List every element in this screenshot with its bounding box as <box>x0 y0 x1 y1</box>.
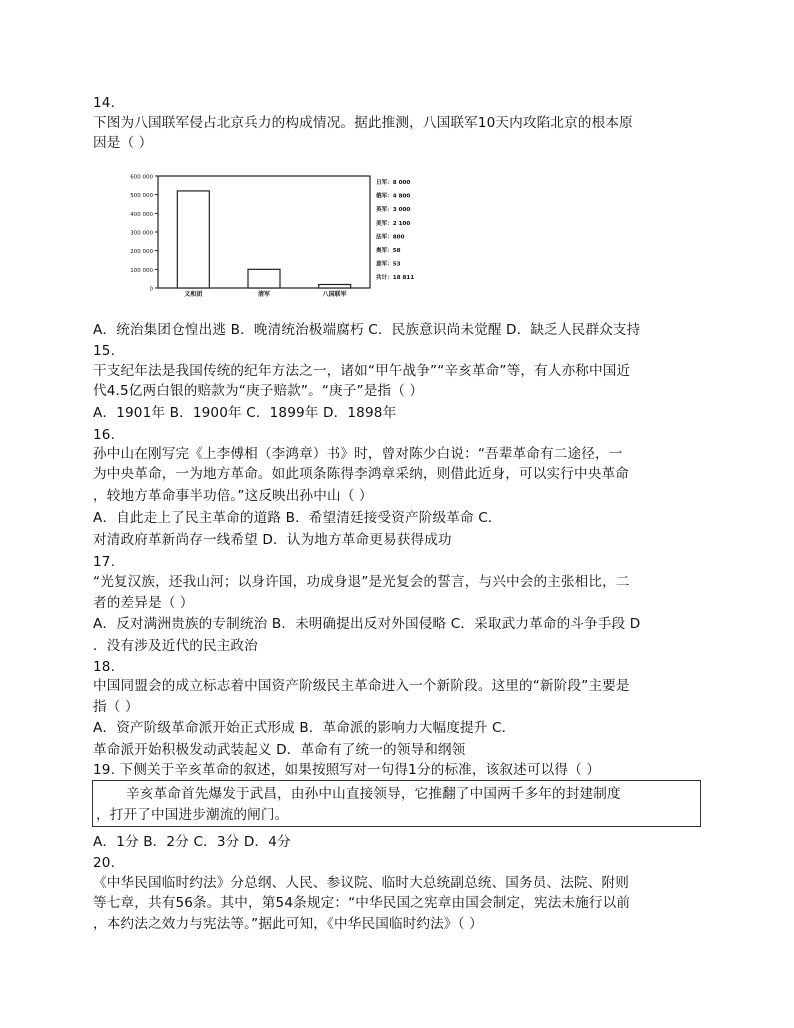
q18-options-line-2: 革命派开始积极发动武装起义 D．革命有了统一的领导和纲领 <box>93 742 466 758</box>
y-tick-label: 300 000 <box>130 230 153 237</box>
y-tick-label: 0 <box>149 286 153 293</box>
q20-stem-line-3: ，本约法之效力与宪法等。”据此可知，《中华民国临时约法》（ ） <box>93 916 483 932</box>
q18-number: 18. <box>93 659 116 675</box>
y-tick-label: 600 000 <box>130 174 153 181</box>
q14-stem-line-2: 因是（ ） <box>93 135 153 151</box>
q17-stem-line-1: “光复汉族，还我山河；以身许国，功成身退”是光复会的誓言，与兴中会的主张相比，二 <box>93 574 630 590</box>
legend-entry: 法军：800 <box>376 234 405 241</box>
q15-stem-line-1: 干支纪年法是我国传统的纪年方法之一，诸如“甲午战争”“辛亥革命”等，有人亦称中国近 <box>93 363 631 379</box>
q17-options-line-1: A．反对满洲贵族的专制统治 B．未明确提出反对外国侵略 C．采取武力革命的斗争手段 D <box>93 616 641 632</box>
legend-entry: 英军：3 000 <box>376 207 411 214</box>
legend-entry: 美军：2 100 <box>376 220 411 227</box>
q14-number: 14. <box>93 95 116 111</box>
x-tick-label: 义和团 <box>184 291 203 298</box>
legend-entry: 意军：53 <box>376 261 401 268</box>
q20-number: 20. <box>93 855 116 871</box>
q16-options-line-1: A．自此走上了民主革命的道路 B．希望清廷接受资产阶级革命 C． <box>93 510 502 526</box>
q19-stem: 19. 下侧关于辛亥革命的叙述，如果按照写对一句得1分的标准，该叙述可以得（ ） <box>93 762 601 778</box>
q15-number: 15. <box>93 343 116 359</box>
bar <box>248 269 280 288</box>
q18-stem-line-1: 中国同盟会的成立标志着中国资产阶级民主革命进入一个新阶段。这里的“新阶段”主要是 <box>93 678 630 694</box>
q14-stem-line-1: 下图为八国联军侵占北京兵力的构成情况。据此推测，八国联军10天内攻陷北京的根本原 <box>93 115 633 131</box>
q14-options: A．统治集团仓惶出逃 B．晚清统治极端腐朽 C．民族意识尚未觉醒 D．缺乏人民群众支持 <box>93 322 641 338</box>
q18-options-line-1: A．资产阶级革命派开始正式形成 B．革命派的影响力大幅度提升 C． <box>93 720 516 736</box>
q16-options-line-2: 对清政府革新尚存一线希望 D．认为地方革命更易获得成功 <box>93 532 452 548</box>
q20-stem-line-2: 等七章，共有56条。其中，第54条规定：“中华民国之宪章由国会制定，宪法未施行以前 <box>93 895 631 911</box>
q16-number: 16. <box>93 427 116 443</box>
legend-entry: 日军：8 000 <box>376 180 411 186</box>
bar <box>177 191 209 288</box>
legend-entry: 奥军：58 <box>376 248 401 254</box>
q20-stem-line-1: 《中华民国临时约法》分总纲、人民、参议院、临时大总统副总统、国务员、法院、附则 <box>93 875 630 891</box>
q17-options-line-2: ．没有涉及近代的民主政治 <box>93 638 258 654</box>
legend-entry: 共计：18 811 <box>376 275 415 282</box>
legend-entry: 俄军：4 800 <box>376 193 411 200</box>
y-tick-label: 100 000 <box>130 267 153 274</box>
bar <box>319 284 351 288</box>
q19-options: A．1分 B．2分 C．3分 D．4分 <box>93 834 291 850</box>
q17-stem-line-2: 者的差异是（ ） <box>93 595 194 611</box>
q18-stem-line-2: 指（ ） <box>93 699 139 715</box>
q16-stem-line-1: 孙中山在刚写完《上李傅相（李鸿章）书》时，曾对陈少白说：“吾辈革命有二途径，一 <box>93 446 623 462</box>
y-tick-label: 200 000 <box>130 249 153 256</box>
q15-options: A．1901年 B．1900年 C．1899年 D．1898年 <box>93 405 397 421</box>
q16-stem-line-3: ，较地方革命事半功倍。”这反映出孙中山（ ） <box>93 488 373 504</box>
q19-box-line-1: 辛亥革命首先爆发于武昌，由孙中山直接领导，它推翻了中国两千多年的封建制度 <box>126 786 621 802</box>
y-tick-label: 400 000 <box>130 211 153 218</box>
q16-stem-line-2: 为中央革命，一为地方革命。如此项条陈得李鸿章采纳，则借此近身，可以实行中央革命 <box>93 466 630 482</box>
q19-box-line-2: ，打开了中国进步潮流的闸门。 <box>96 807 289 823</box>
troop-composition-bar-chart <box>120 168 460 300</box>
x-tick-label: 八国联军 <box>322 291 347 298</box>
y-tick-label: 500 000 <box>130 193 153 200</box>
q15-stem-line-2: 代4.5亿两白银的赔款为“庚子赔款”。“庚子”是指（ ） <box>93 383 424 399</box>
q17-number: 17. <box>93 554 116 570</box>
x-tick-label: 清军 <box>257 291 271 298</box>
